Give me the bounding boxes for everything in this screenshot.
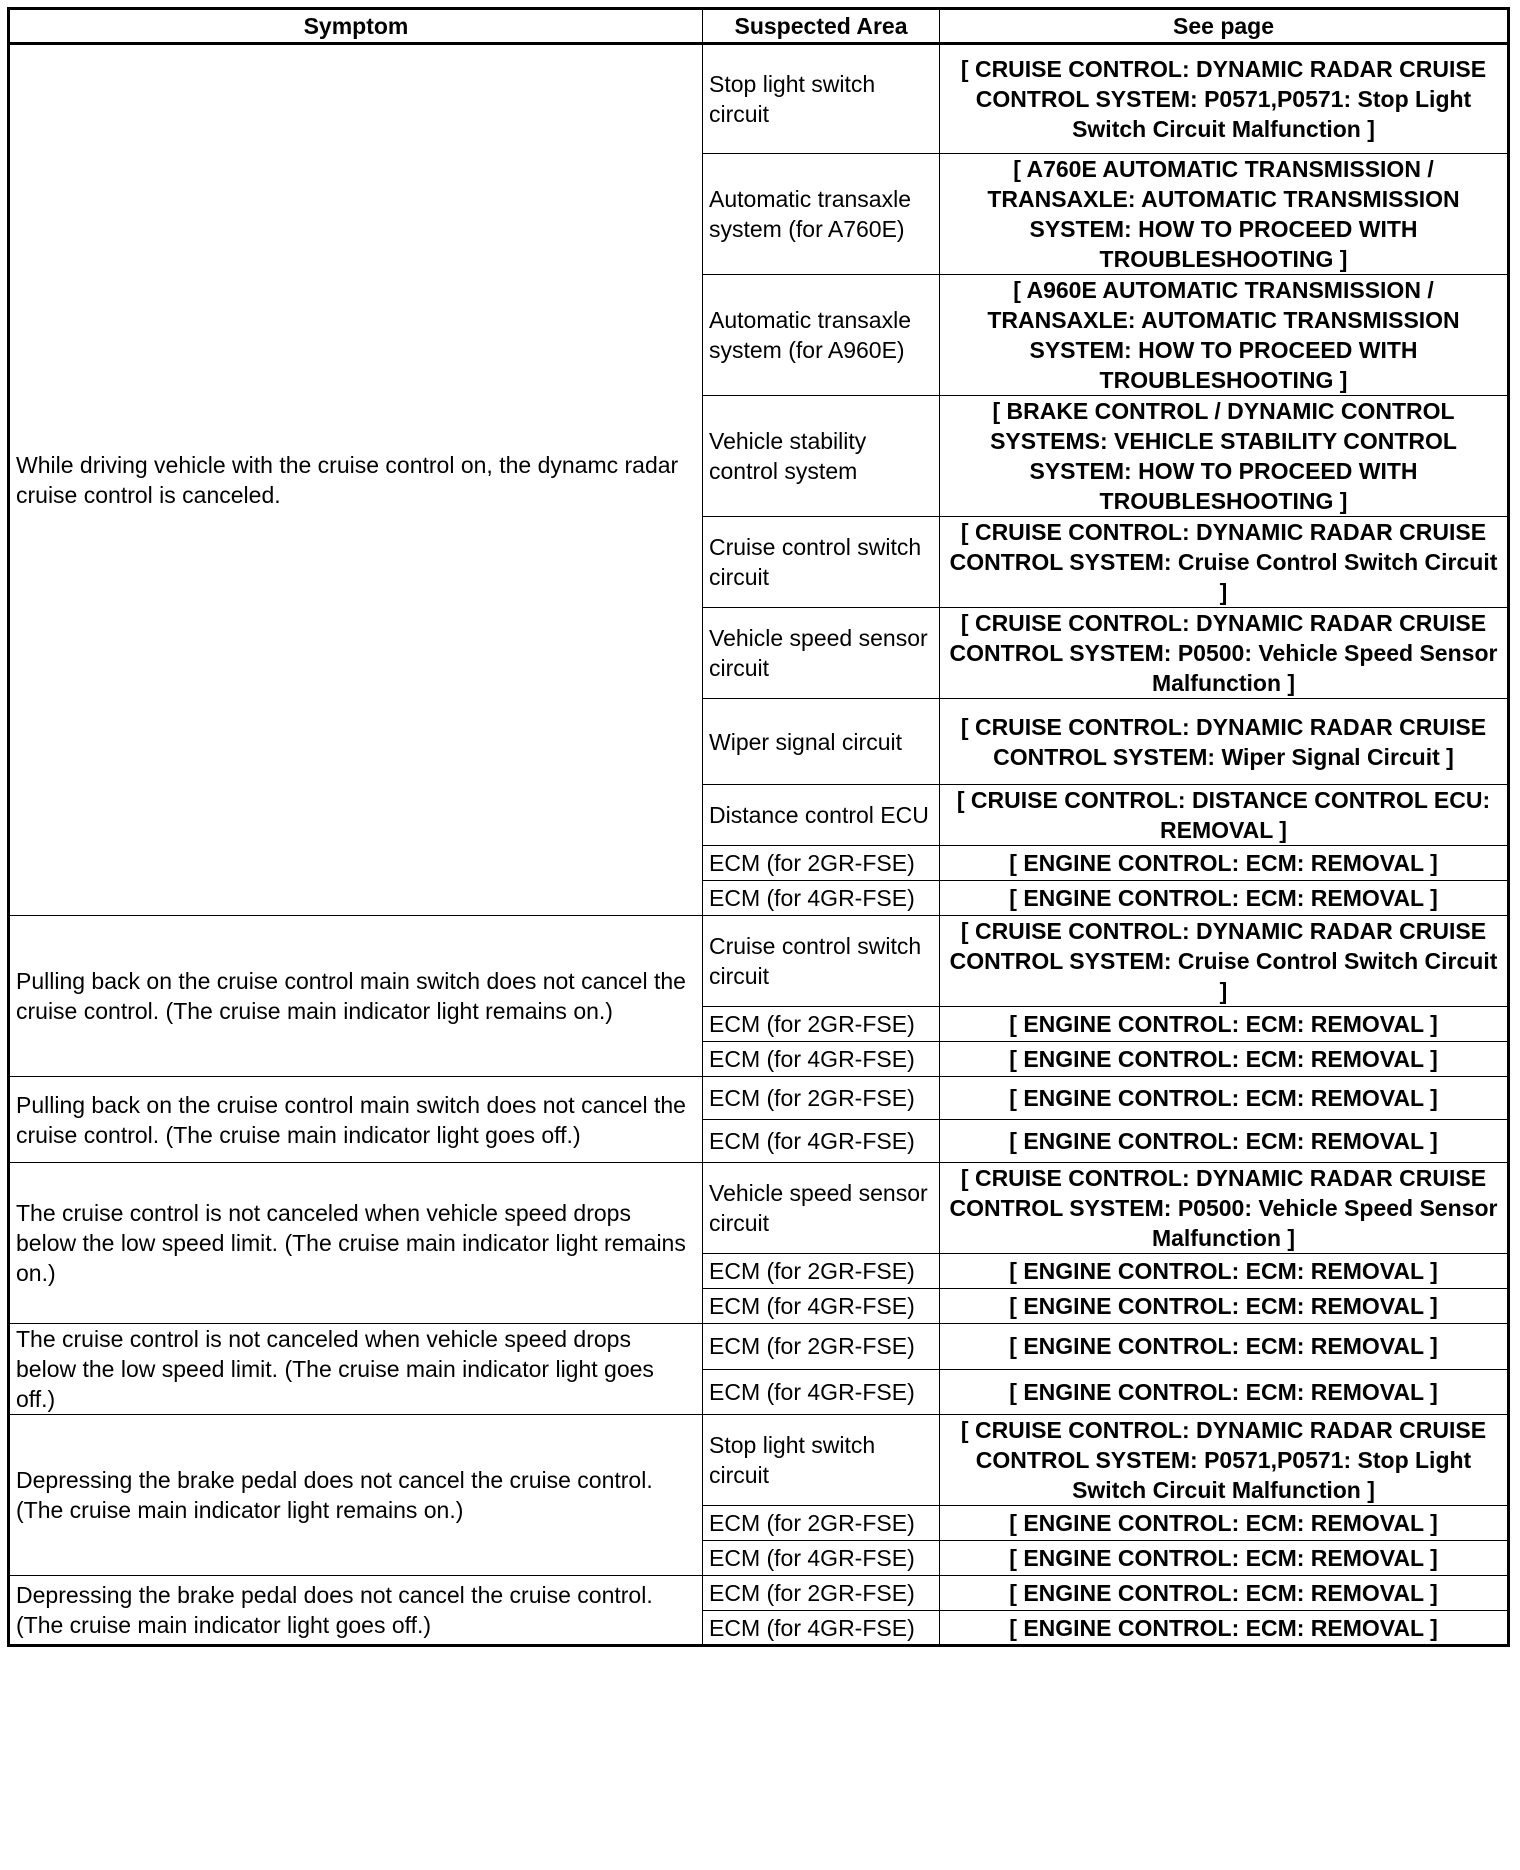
see-page-reference-cell: [ CRUISE CONTROL: DYNAMIC RADAR CRUISE CONTROL SYSTEM: P0500: Vehicle Speed Sensor Malfunction ]	[940, 608, 1509, 699]
table-row	[9, 1324, 1509, 1370]
symptom-cell: The cruise control is not canceled when vehicle speed drops below the low speed limit. (The cruise main indicator light remains on.)	[9, 1163, 703, 1324]
suspected-area-cell: Cruise control switch circuit	[703, 517, 940, 608]
suspected-area-cell: Wiper signal circuit	[703, 699, 940, 785]
suspected-area-cell: ECM (for 4GR-FSE)	[703, 1289, 940, 1324]
suspected-area-cell: Stop light switch circuit	[703, 1415, 940, 1506]
table-row	[9, 1163, 1509, 1254]
symptom-cell: While driving vehicle with the cruise control on, the dynamc radar cruise control is canceled.	[9, 44, 703, 916]
symptom-cell: Depressing the brake pedal does not cancel the cruise control. (The cruise main indicator light goes off.)	[9, 1576, 703, 1646]
table-row	[9, 44, 1509, 154]
table-row	[9, 916, 1509, 1007]
see-page-reference-cell: [ CRUISE CONTROL: DYNAMIC RADAR CRUISE CONTROL SYSTEM: Cruise Control Switch Circuit ]	[940, 916, 1509, 1007]
table-row	[9, 1576, 1509, 1611]
see-page-reference-cell: [ ENGINE CONTROL: ECM: REMOVAL ]	[940, 1506, 1509, 1541]
suspected-area-cell: ECM (for 4GR-FSE)	[703, 1042, 940, 1077]
suspected-area-cell: ECM (for 2GR-FSE)	[703, 1576, 940, 1611]
suspected-area-cell: ECM (for 2GR-FSE)	[703, 1324, 940, 1370]
suspected-area-cell: ECM (for 2GR-FSE)	[703, 846, 940, 881]
see-page-reference-cell: [ CRUISE CONTROL: DYNAMIC RADAR CRUISE CONTROL SYSTEM: P0571,P0571: Stop Light Switch Circuit Malfunction ]	[940, 44, 1509, 154]
see-page-reference-cell: [ CRUISE CONTROL: DYNAMIC RADAR CRUISE CONTROL SYSTEM: P0571,P0571: Stop Light Switch Circuit Malfunction ]	[940, 1415, 1509, 1506]
see-page-reference-cell: [ ENGINE CONTROL: ECM: REMOVAL ]	[940, 1324, 1509, 1370]
see-page-reference-cell: [ ENGINE CONTROL: ECM: REMOVAL ]	[940, 1077, 1509, 1120]
header-symptom: Symptom	[9, 9, 703, 44]
suspected-area-cell: Distance control ECU	[703, 785, 940, 846]
suspected-area-cell: ECM (for 4GR-FSE)	[703, 1611, 940, 1646]
symptom-cell: Depressing the brake pedal does not cancel the cruise control. (The cruise main indicator light remains on.)	[9, 1415, 703, 1576]
troubleshooting-table	[7, 7, 1510, 1647]
see-page-reference-cell: [ CRUISE CONTROL: DISTANCE CONTROL ECU: REMOVAL ]	[940, 785, 1509, 846]
see-page-reference-cell: [ ENGINE CONTROL: ECM: REMOVAL ]	[940, 1042, 1509, 1077]
see-page-reference-cell: [ ENGINE CONTROL: ECM: REMOVAL ]	[940, 881, 1509, 916]
header-see-page: See page	[940, 9, 1509, 44]
header-suspected-area: Suspected Area	[703, 9, 940, 44]
suspected-area-cell: ECM (for 4GR-FSE)	[703, 1120, 940, 1163]
see-page-reference-cell: [ ENGINE CONTROL: ECM: REMOVAL ]	[940, 1576, 1509, 1611]
symptom-cell: Pulling back on the cruise control main switch does not cancel the cruise control. (The cruise main indicator light goes off.)	[9, 1077, 703, 1163]
see-page-reference-cell: [ BRAKE CONTROL / DYNAMIC CONTROL SYSTEMS: VEHICLE STABILITY CONTROL SYSTEM: HOW TO PROCEED WITH TROUBLESHOOTING ]	[940, 396, 1509, 517]
table-row	[9, 1415, 1509, 1506]
see-page-reference-cell: [ A760E AUTOMATIC TRANSMISSION / TRANSAXLE: AUTOMATIC TRANSMISSION SYSTEM: HOW TO PROCEED WITH TROUBLESHOOTING ]	[940, 154, 1509, 275]
see-page-reference-cell: [ ENGINE CONTROL: ECM: REMOVAL ]	[940, 1611, 1509, 1646]
see-page-reference-cell: [ ENGINE CONTROL: ECM: REMOVAL ]	[940, 1007, 1509, 1042]
suspected-area-cell: Cruise control switch circuit	[703, 916, 940, 1007]
suspected-area-cell: ECM (for 4GR-FSE)	[703, 1369, 940, 1415]
suspected-area-cell: ECM (for 2GR-FSE)	[703, 1077, 940, 1120]
see-page-reference-cell: [ CRUISE CONTROL: DYNAMIC RADAR CRUISE CONTROL SYSTEM: P0500: Vehicle Speed Sensor Malfunction ]	[940, 1163, 1509, 1254]
suspected-area-cell: Automatic transaxle system (for A960E)	[703, 275, 940, 396]
suspected-area-cell: ECM (for 4GR-FSE)	[703, 881, 940, 916]
suspected-area-cell: ECM (for 2GR-FSE)	[703, 1007, 940, 1042]
symptom-cell: Pulling back on the cruise control main switch does not cancel the cruise control. (The cruise main indicator light remains on.)	[9, 916, 703, 1077]
suspected-area-cell: Vehicle speed sensor circuit	[703, 1163, 940, 1254]
table-row	[9, 1077, 1509, 1120]
see-page-reference-cell: [ ENGINE CONTROL: ECM: REMOVAL ]	[940, 1369, 1509, 1415]
suspected-area-cell: ECM (for 4GR-FSE)	[703, 1541, 940, 1576]
suspected-area-cell: Automatic transaxle system (for A760E)	[703, 154, 940, 275]
see-page-reference-cell: [ ENGINE CONTROL: ECM: REMOVAL ]	[940, 1541, 1509, 1576]
see-page-reference-cell: [ ENGINE CONTROL: ECM: REMOVAL ]	[940, 1120, 1509, 1163]
see-page-reference-cell: [ ENGINE CONTROL: ECM: REMOVAL ]	[940, 1289, 1509, 1324]
symptom-cell: The cruise control is not canceled when vehicle speed drops below the low speed limit. (The cruise main indicator light goes off.)	[9, 1324, 703, 1415]
suspected-area-cell: Vehicle speed sensor circuit	[703, 608, 940, 699]
suspected-area-cell: ECM (for 2GR-FSE)	[703, 1506, 940, 1541]
suspected-area-cell: ECM (for 2GR-FSE)	[703, 1254, 940, 1289]
see-page-reference-cell: [ ENGINE CONTROL: ECM: REMOVAL ]	[940, 1254, 1509, 1289]
table-body	[9, 44, 1509, 1646]
suspected-area-cell: Vehicle stability control system	[703, 396, 940, 517]
suspected-area-cell: Stop light switch circuit	[703, 44, 940, 154]
see-page-reference-cell: [ CRUISE CONTROL: DYNAMIC RADAR CRUISE CONTROL SYSTEM: Wiper Signal Circuit ]	[940, 699, 1509, 785]
see-page-reference-cell: [ ENGINE CONTROL: ECM: REMOVAL ]	[940, 846, 1509, 881]
see-page-reference-cell: [ A960E AUTOMATIC TRANSMISSION / TRANSAXLE: AUTOMATIC TRANSMISSION SYSTEM: HOW TO PROCEED WITH TROUBLESHOOTING ]	[940, 275, 1509, 396]
header-row	[9, 9, 1509, 44]
see-page-reference-cell: [ CRUISE CONTROL: DYNAMIC RADAR CRUISE CONTROL SYSTEM: Cruise Control Switch Circuit ]	[940, 517, 1509, 608]
